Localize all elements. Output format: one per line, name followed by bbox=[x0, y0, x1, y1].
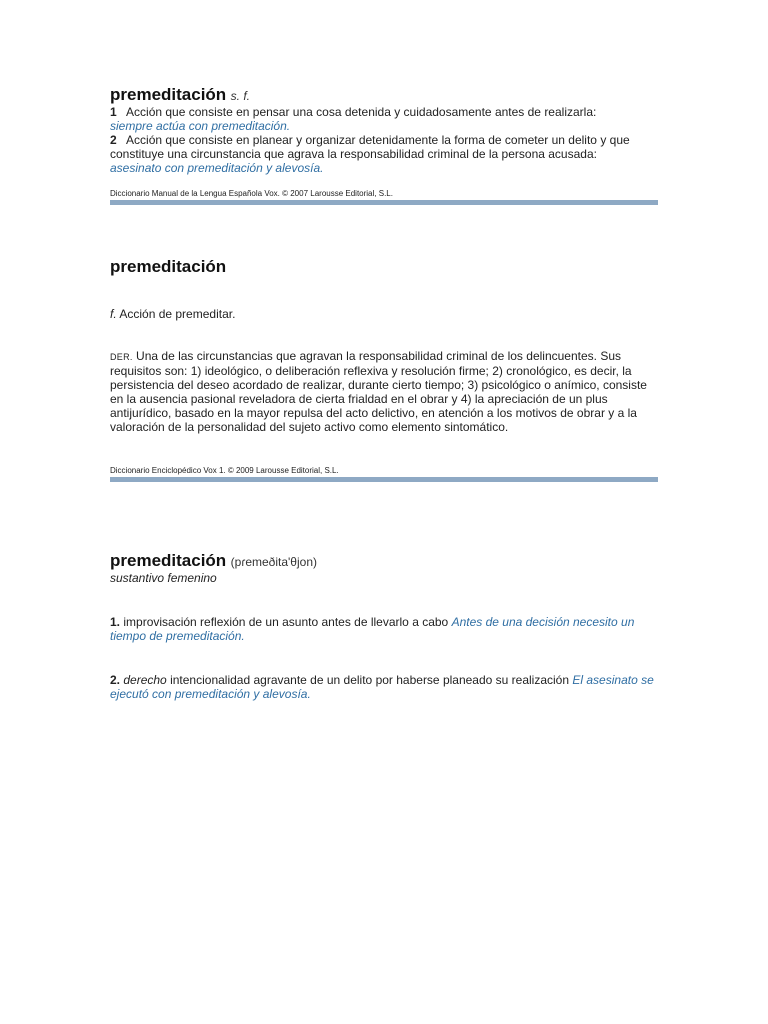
der-text: Una de las circunstancias que agravan la responsabilidad criminal de los delincuentes. Sus requisitos son: 1) ideológico, o deliberación reflexiva y resolución firme; 2) cronológico, es decir, la persistencia del deseo acordado de realizar, durante cierto tiempo; 3) psicológico o anímico, consiste en la ausencia pasional reveladora de cierta frialdad en el obrar y 4) la apreciación de un plus antijurídico, basado en la mayor repulsa del acto delictivo, en atención a los motivos de obrar y a la valoración de la personalidad del sujeto activo como elemento sintomático. bbox=[110, 349, 647, 434]
grammar-label: sustantivo femenino bbox=[110, 571, 217, 585]
separator-bar bbox=[110, 477, 658, 482]
entry-vox-manual bbox=[110, 85, 658, 205]
sense-1 bbox=[110, 615, 658, 643]
pronunciation: (pɾemeðita'θjon) bbox=[230, 555, 317, 569]
sense-text: intencionalidad agravante de un delito por haberse planeado su realización bbox=[170, 673, 570, 687]
separator-bar bbox=[110, 200, 658, 205]
sense-number: 1. bbox=[110, 615, 121, 629]
sense-text: improvisación reflexión de un asunto antes de llevarlo a cabo bbox=[123, 615, 449, 629]
sense-example: El asesinato se ejecutó con premeditación y alevosía. bbox=[110, 673, 654, 701]
entry-vox-enciclopedico bbox=[110, 257, 658, 482]
definition-text: Acción de premeditar. bbox=[119, 307, 236, 321]
sense-2 bbox=[110, 133, 658, 175]
domain-label: derecho bbox=[123, 673, 167, 687]
sense-number: 1 bbox=[110, 105, 117, 119]
sense-1 bbox=[110, 105, 658, 133]
headword: premeditación bbox=[110, 551, 227, 570]
sense-text: Acción que consiste en pensar una cosa detenida y cuidadosamente antes de realizarla: bbox=[126, 105, 597, 119]
definition bbox=[110, 307, 658, 321]
der-section bbox=[110, 349, 658, 434]
entry-third bbox=[110, 551, 658, 701]
sense-example: siempre actúa con premeditación. bbox=[110, 119, 291, 133]
grammar-label: s. f. bbox=[230, 89, 250, 103]
headword: premeditación bbox=[110, 257, 227, 276]
grammar-label: f. bbox=[110, 307, 117, 321]
sense-number: 2 bbox=[110, 133, 117, 147]
sense-number: 2. bbox=[110, 673, 121, 687]
sense-example: asesinato con premeditación y alevosía. bbox=[110, 161, 324, 175]
headword: premeditación bbox=[110, 85, 227, 104]
source-citation: Diccionario Manual de la Lengua Española Vox. © 2007 Larousse Editorial, S.L. bbox=[110, 189, 393, 198]
entry-header bbox=[110, 85, 658, 105]
sense-example: Antes de una decisión necesito un tiempo de premeditación. bbox=[110, 615, 635, 643]
sense-2 bbox=[110, 673, 658, 701]
entry-header bbox=[110, 551, 658, 571]
sense-text: Acción que consiste en planear y organizar detenidamente la forma de cometer un delito y que constituye una circunstancia que agrava la responsabilidad criminal de la persona acusada: bbox=[110, 133, 630, 161]
source-citation: Diccionario Enciclopédico Vox 1. © 2009 Larousse Editorial, S.L. bbox=[110, 466, 339, 475]
der-label: DER. bbox=[110, 352, 133, 362]
